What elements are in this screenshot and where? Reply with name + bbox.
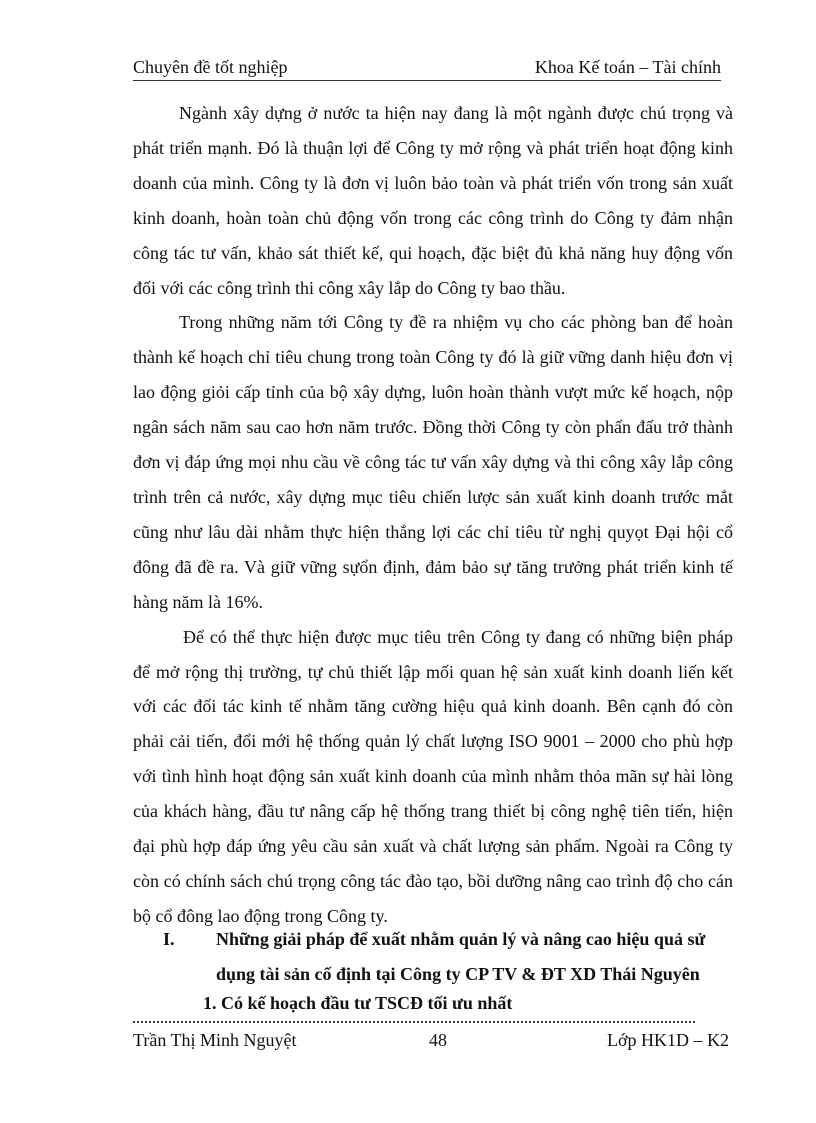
footer-class: Lớp HK1D – K2 xyxy=(606,1030,729,1050)
section-title: Những giải pháp để xuất nhằm quản lý và nâng cao hiệu quả sử dụng tài sản cố định tại Công ty CP TV & ĐT XD Thái Nguyên xyxy=(216,929,706,984)
document-body xyxy=(133,96,733,934)
paragraph-2: Trong những năm tới Công ty đề ra nhiệm vụ cho các phòng ban để hoàn thành kế hoạch chỉ tiêu chung trong toàn Công ty đó là giữ vững danh hiệu đơn vị lao động giỏi cấp tỉnh của bộ xây dựng, luôn hoàn thành vượt mức kế hoạch, nộp ngân sách năm sau cao hơn năm trước. Đồng thời Công ty còn phấn đấu trở thành đơn vị đáp ứng mọi nhu cầu về công tác tư vấn xây dựng và thi công xây lắp công trình trên cả nước, xây dựng mục tiêu chiến lược sản xuất kinh doanh trước mắt cũng như lâu dài nhằm thực hiện thắng lợi các chỉ tiêu từ nghị quyọt Đại hội cổ đông đã đề ra. Và giữ vững sựổn định, đảm bảo sự tăng trưởng phát triển kinh tế hàng năm là 16%. xyxy=(133,312,733,612)
paragraph-3: Để có thể thực hiện được mục tiêu trên Công ty đang có những biện pháp để mở rộng thị trường, tự chủ thiết lập mối quan hệ sản xuất kinh doanh liến kết với các đối tác kinh tế nhằm tăng cường hiệu quả kinh doanh. Bên cạnh đó còn phải cải tiến, đổi mới hệ thống quản lý chất lượng ISO 9001 – 2000 cho phù hợp với tình hình hoạt động sản xuất kinh doanh của mình nhằm thỏa mãn sự hài lòng của khách hàng, đầu tư nâng cấp hệ thống trang thiết bị công nghệ tiên tiến, hiện đại phù hợp đáp ứng yêu cầu sản xuất và chất lượng sản phẩm. Ngoài ra Công ty còn có chính sách chú trọng công tác đào tạo, bồi dưỡng nâng cao trình độ cho cán bộ cổ đông lao động trong Công ty. xyxy=(133,626,733,926)
footer-divider xyxy=(133,1021,695,1023)
header-left-title: Chuyên đề tốt nghiệp xyxy=(133,57,288,77)
paragraph-1: Ngành xây dựng ở nước ta hiện nay đang là một ngành được chú trọng và phát triển mạnh. Đó là thuận lợi để Công ty mở rộng và phát triển hoạt động kinh doanh của mình. Công ty là đơn vị luôn bảo toàn và phát triển vốn trong sản xuất kinh doanh, hoàn toàn chủ động vốn trong các công trình do Công ty đảm nhận công tác tư vấn, khảo sát thiết kế, qui hoạch, đặc biệt đủ khả năng huy động vốn đối với các công trình thi công xây lắp do Công ty bao thầu. xyxy=(133,103,733,298)
page-header xyxy=(133,50,721,81)
page-footer xyxy=(133,1030,729,1051)
subsection-heading: 1. Có kế hoạch đầu tư TSCĐ tối ưu nhất xyxy=(203,993,513,1013)
page-number: 48 xyxy=(429,1030,447,1050)
header-right-title: Khoa Kế toán – Tài chính xyxy=(534,57,721,77)
section-heading xyxy=(163,922,743,992)
section-number: I. xyxy=(163,929,175,949)
footer-author: Trần Thị Minh Nguyệt xyxy=(133,1030,297,1050)
